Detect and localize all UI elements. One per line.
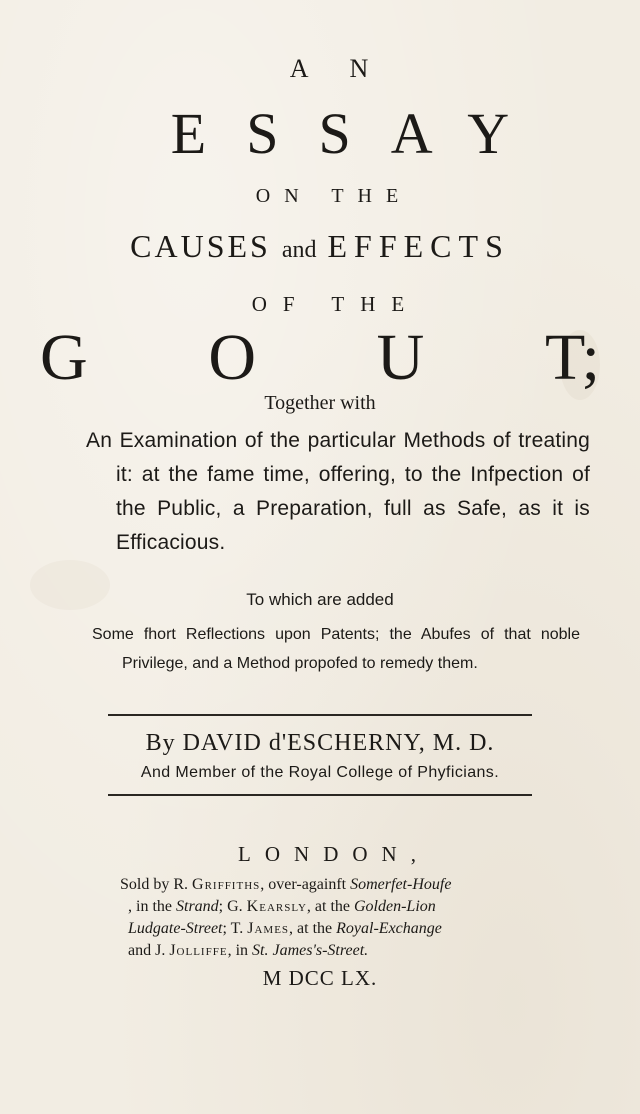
gout-letter-u: U (376, 321, 425, 394)
imprint-location: Golden-Lion (354, 898, 436, 915)
imprint-location: Royal-Exchange (336, 920, 442, 937)
examination-paragraph: An Examination of the particular Methods of treating it: at the fame time, offering, to the Infpection of the Public, a Preparation, full as Safe, as it is Efficacious. (86, 429, 590, 554)
imprint-bookseller: Jolliffe (169, 942, 228, 959)
divider-rule (108, 714, 532, 716)
gout-letter-t: T; (544, 321, 600, 394)
imprint-line-1 (120, 874, 540, 896)
heading-essay: ESSAY (170, 101, 550, 166)
imprint-text: ; T. (222, 920, 244, 937)
heading-on-the: ON THE (255, 185, 413, 207)
imprint-line-4 (128, 940, 548, 962)
imprint-location: St. James's-Street. (252, 942, 369, 959)
heading-causes: CAUSES (130, 228, 271, 264)
heading-and: and (281, 237, 317, 263)
imprint-line-3 (128, 918, 548, 940)
to-which-are-added: To which are added (246, 590, 394, 609)
imprint-text: , at the (306, 898, 350, 915)
publication-date: M DCC LX. (262, 966, 378, 990)
member-line: And Member of the Royal College of Phyficians. (140, 764, 500, 781)
imprint-text: , in (227, 942, 249, 959)
imprint-line-2 (128, 896, 548, 918)
heading-causes-and-effects (0, 228, 640, 265)
divider-rule (108, 794, 532, 796)
heading-gout (40, 320, 600, 396)
author-line: By DAVID d'ESCHERNY, M. D. (145, 730, 495, 756)
gout-letter-o: O (208, 321, 256, 394)
imprint-bookseller: Griffiths (192, 876, 261, 893)
imprint-place: LONDON, (238, 842, 430, 866)
imprint-bookseller: Kearsly (246, 898, 307, 915)
imprint-text: Sold by R. (120, 876, 189, 893)
gout-letter-g: G (40, 321, 88, 394)
heading-an: A N (289, 54, 387, 83)
heading-of-the: OF THE (251, 292, 421, 316)
imprint-text: and J. (128, 942, 166, 959)
imprint-text: ; G. (218, 898, 243, 915)
imprint-text: , at the (289, 920, 333, 937)
imprint-location: Somerfet-Houfe (350, 876, 452, 893)
imprint-location: Strand (176, 898, 219, 915)
imprint-text: , in the (128, 898, 172, 915)
imprint-text: , over-againft (260, 876, 347, 893)
imprint-bookseller: James (247, 920, 290, 937)
together-with: Together with (264, 392, 376, 414)
reflections-paragraph: Some fhort Reflections upon Patents; the Abufes of that noble Privilege, and a Method propofed to remedy them. (92, 626, 580, 672)
heading-effects: EFFECTS (327, 228, 510, 264)
imprint-location: Ludgate-Street (128, 920, 223, 937)
